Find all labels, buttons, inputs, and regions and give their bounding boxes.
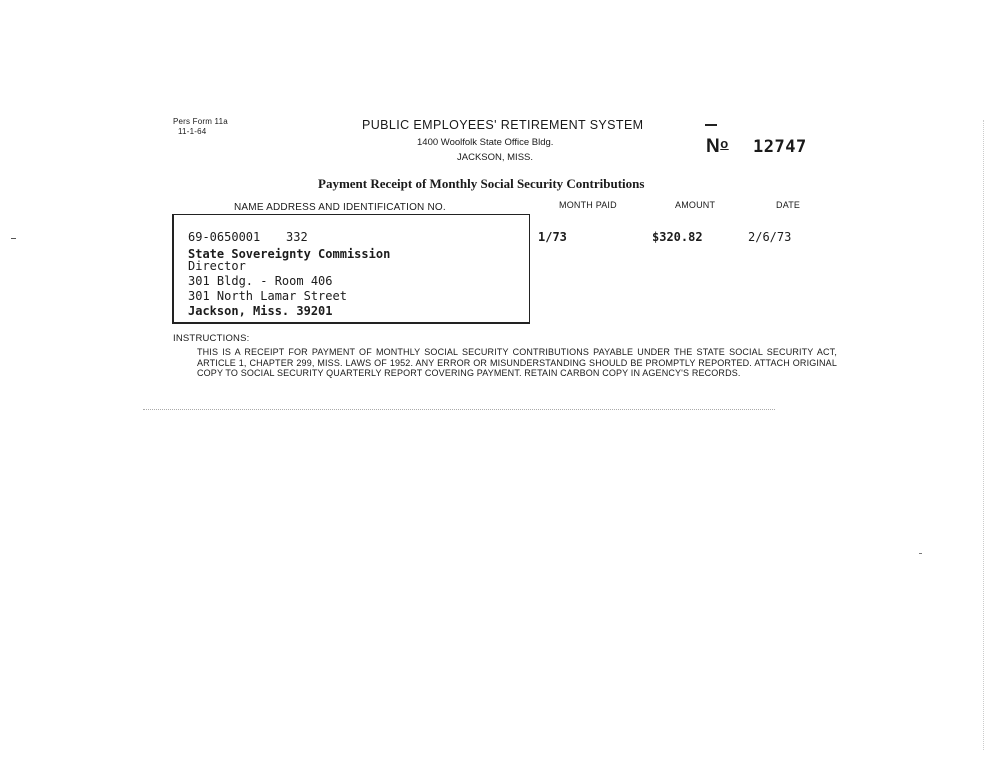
receipt-number: 12747 (753, 137, 807, 157)
identification-number: 69-0650001 (188, 230, 261, 244)
instructions-text: THIS IS A RECEIPT FOR PAYMENT OF MONTHLY SOCIAL SECURITY CONTRIBUTIONS PAYABLE UNDER THE STATE SOCIAL SECURITY ACT, ARTICLE 1, CHAPTER 299, MISS. LAWS OF 1952. ANY ERROR OR MISUNDERSTANDING SHOULD BE PROMPTLY REPORTED. ATTACH ORIGINAL COPY TO SOCIAL SECURITY QUARTERLY REPORT COVERING PAYMENT. RETAIN CARBON COPY IN AGENCY'S RECORDS. (197, 347, 837, 378)
month-paid-value: 1/73 (538, 230, 567, 244)
number-label (706, 136, 729, 158)
column-header-date: DATE (776, 200, 801, 210)
organization-name: PUBLIC EMPLOYEES' RETIREMENT SYSTEM (362, 118, 644, 132)
form-title: Payment Receipt of Monthly Social Security Contributions (318, 176, 645, 191)
number-label-main: N (706, 136, 721, 157)
form-revision-date: 11-1-64 (178, 127, 207, 136)
scan-speck (919, 553, 922, 554)
address-line-5: Jackson, Miss. 39201 (188, 304, 333, 318)
form-number: Pers Form 11a (173, 117, 228, 126)
number-mark-decoration (705, 124, 717, 128)
perforation-line (143, 409, 775, 410)
date-value: 2/6/73 (748, 230, 792, 244)
organization-address: 1400 Woolfolk State Office Bldg. (417, 137, 554, 148)
address-line-2: Director (188, 259, 246, 273)
column-header-month-paid: MONTH PAID (559, 200, 617, 210)
address-line-1: State Sovereignty Commission (188, 247, 391, 261)
address-line-4: 301 North Lamar Street (188, 289, 347, 303)
amount-value: $320.82 (652, 230, 703, 244)
organization-city: JACKSON, MISS. (457, 152, 534, 163)
column-header-name: NAME ADDRESS AND IDENTIFICATION NO. (234, 202, 446, 213)
instructions-label: INSTRUCTIONS: (173, 333, 250, 344)
scan-speck (11, 238, 16, 239)
identification-code: 332 (286, 230, 308, 244)
scan-edge-dots (983, 120, 984, 750)
form-identifier (173, 117, 228, 137)
number-label-sup: o (720, 136, 729, 151)
column-header-amount: AMOUNT (675, 200, 716, 210)
address-line-3: 301 Bldg. - Room 406 (188, 274, 333, 288)
